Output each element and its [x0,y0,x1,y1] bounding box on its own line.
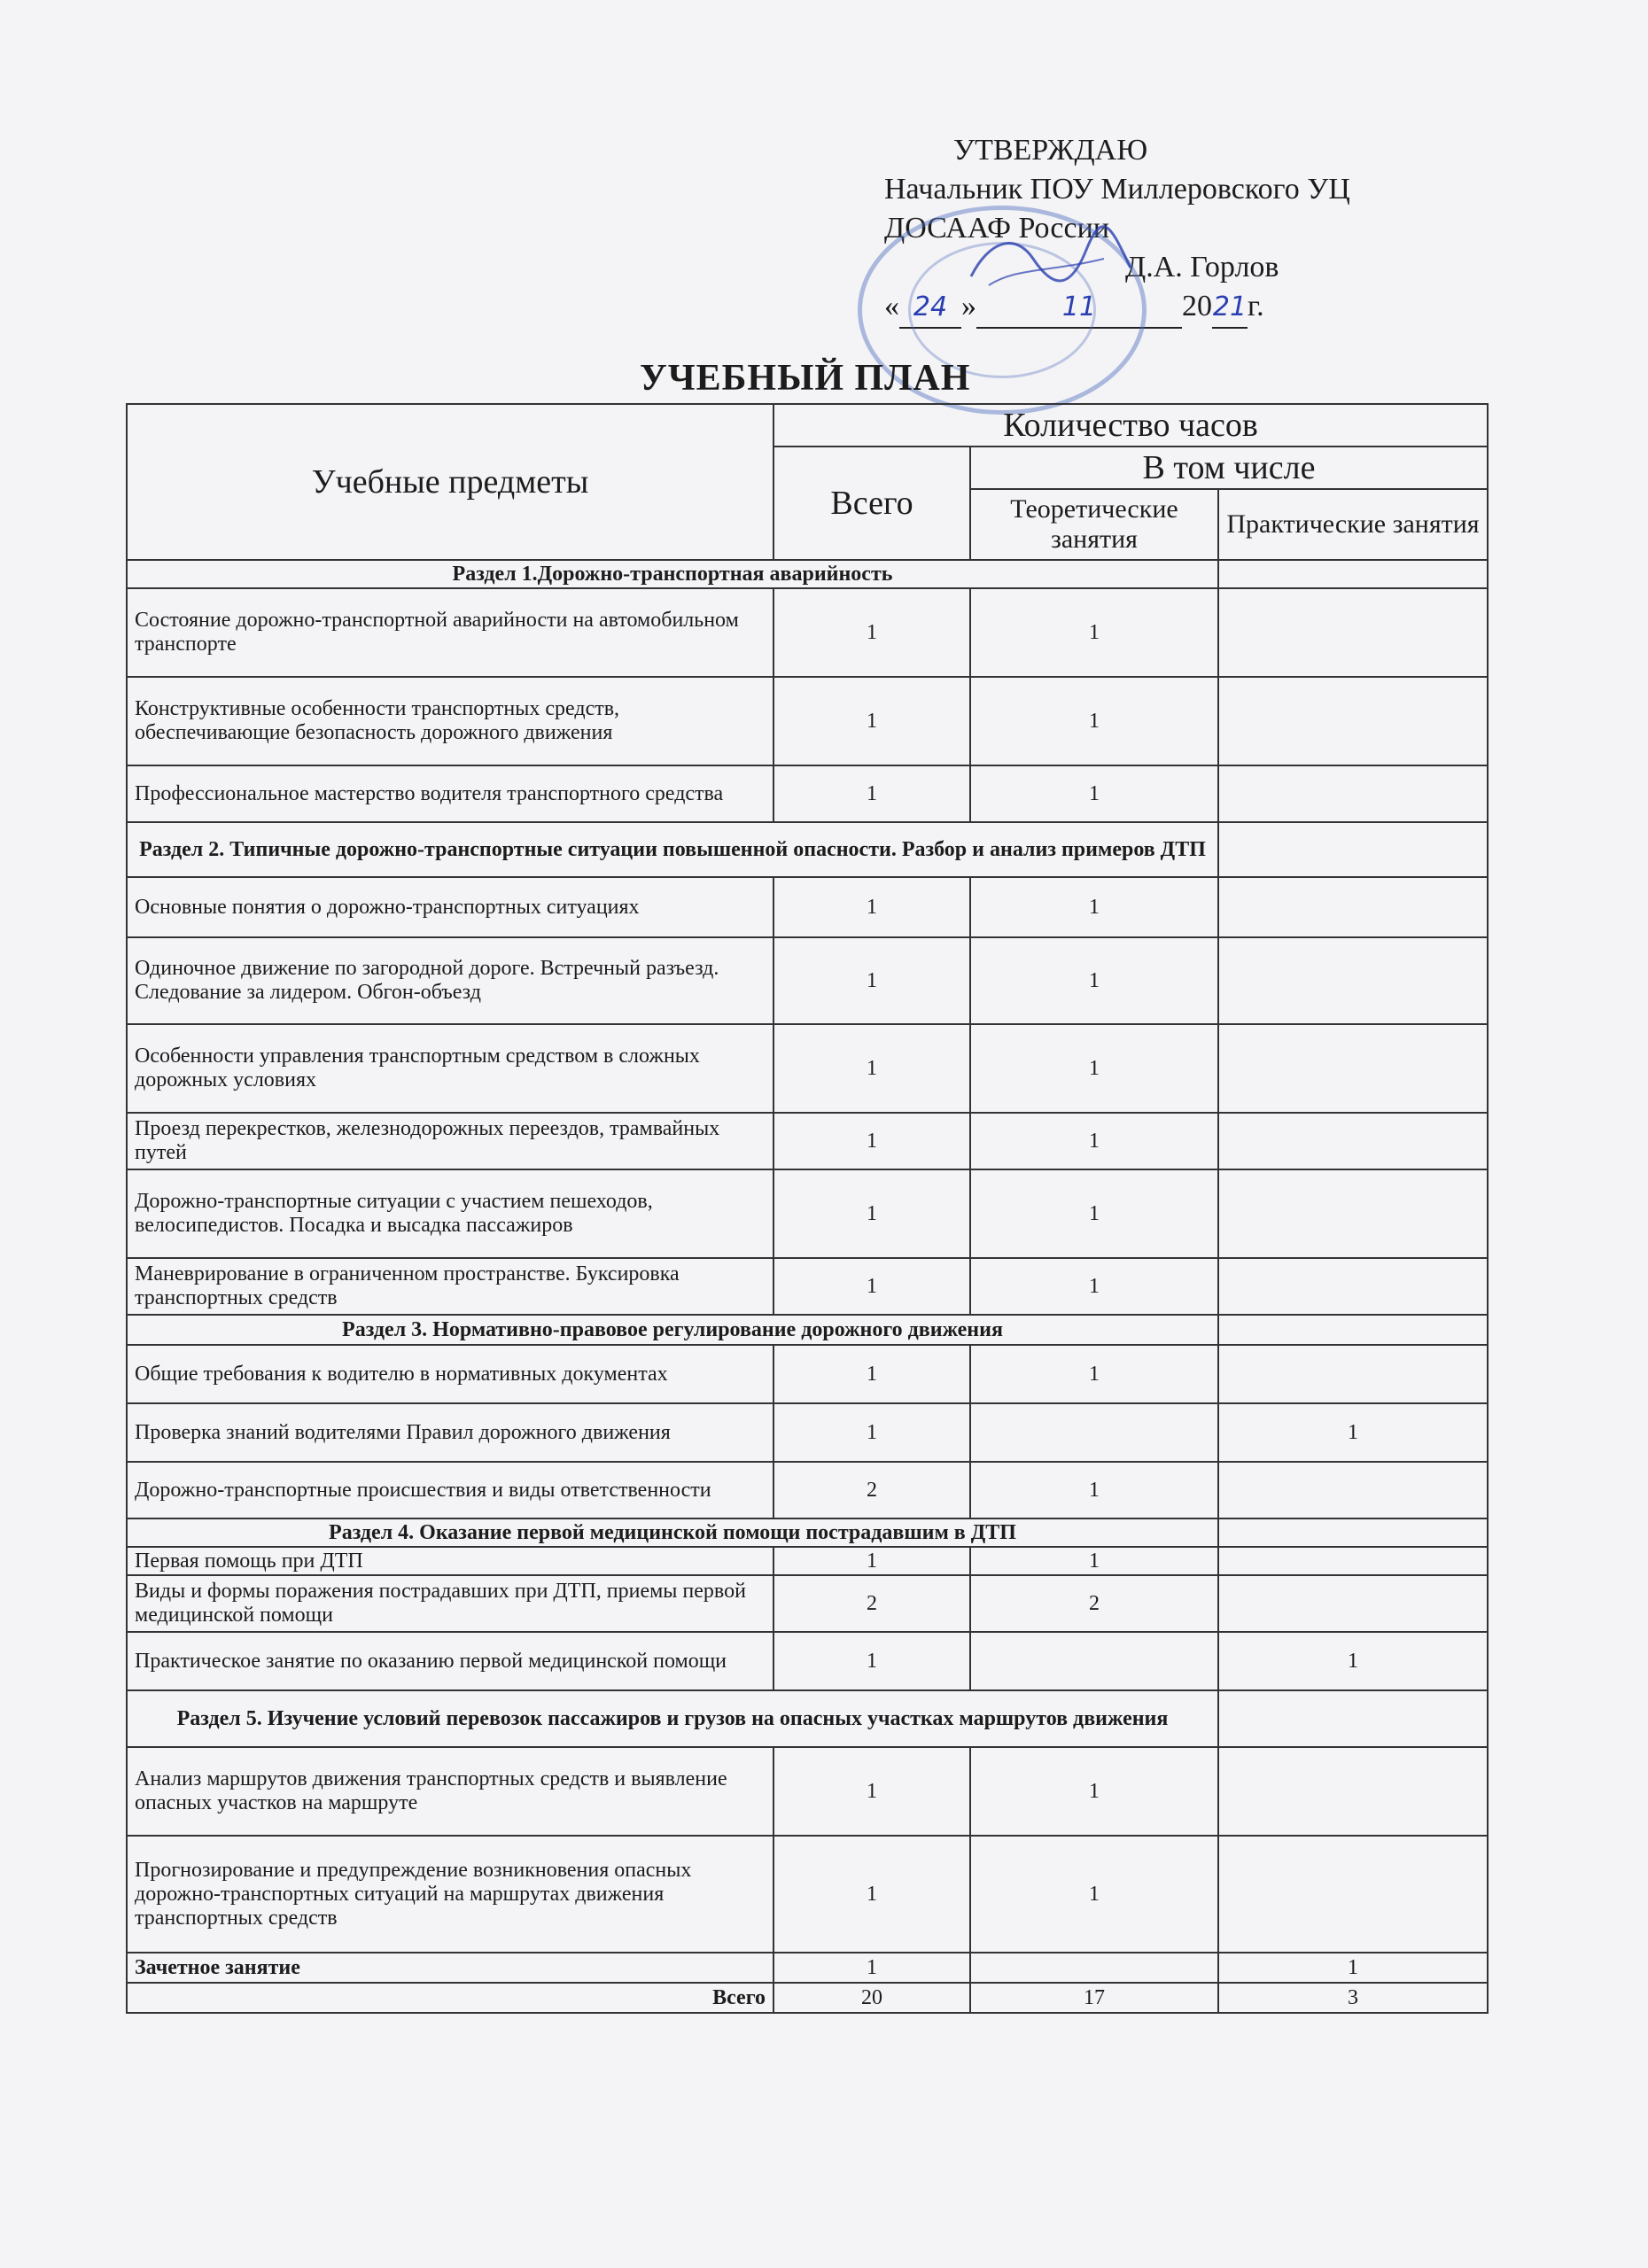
subject-name: Особенности управления транспортным средством в сложных дорожных условиях [127,1024,773,1113]
subject-name: Маневрирование в ограниченном пространстве. Буксировка транспортных средств [127,1258,773,1315]
hours-practice [1218,1258,1488,1315]
subject-name: Анализ маршрутов движения транспортных средств и выявление опасных участков на маршруте [127,1747,773,1836]
table-row [127,1575,1488,1632]
hours-total: 1 [773,765,970,822]
hours-practice [1218,877,1488,937]
hours-theory: 1 [970,677,1218,765]
grand-total-row [127,1983,1488,2013]
section-row [127,1518,1488,1547]
date-quote-close: » [961,290,976,322]
section-empty-cell [1218,822,1488,877]
hours-theory: 2 [970,1575,1218,1632]
table-row [127,1345,1488,1403]
hours-total: 1 [773,1258,970,1315]
subject-name: Основные понятия о дорожно-транспортных ситуациях [127,877,773,937]
hours-practice [1218,937,1488,1024]
hours-total: 1 [773,1345,970,1403]
table-row [127,1169,1488,1258]
hours-practice [1218,1575,1488,1632]
section-title: Раздел 1.Дорожно-транспортная аварийность [127,560,1218,588]
approval-organization: ДОСААФ России [884,212,1109,245]
hours-theory: 1 [970,877,1218,937]
section-row [127,822,1488,877]
grand-total-hours: 20 [773,1983,970,2013]
header-subjects: Учебные предметы [127,404,773,560]
hours-total: 1 [773,1632,970,1690]
subject-name: Состояние дорожно-транспортной аварийности на автомобильном транспорте [127,588,773,677]
approval-position: Начальник ПОУ Миллеровского УЦ [884,173,1350,206]
section-title: Раздел 5. Изучение условий перевозок пассажиров и грузов на опасных участках маршрутов движения [127,1690,1218,1747]
hours-theory [970,1403,1218,1462]
table-row [127,1462,1488,1518]
approval-signatory: Д.А. Горлов [1125,251,1279,284]
date-suffix: г. [1248,290,1264,322]
table-row [127,1258,1488,1315]
credit-name: Зачетное занятие [127,1953,773,1983]
section-empty-cell [1218,1315,1488,1345]
hours-total: 1 [773,1747,970,1836]
credit-row [127,1953,1488,1983]
date-year-prefix: 20 [1182,290,1212,322]
hours-theory: 1 [970,1024,1218,1113]
table-row [127,1403,1488,1462]
subject-name: Проверка знаний водителями Правил дорожного движения [127,1403,773,1462]
approval-heading: УТВЕРЖДАЮ [953,134,1148,167]
hours-total: 1 [773,877,970,937]
hours-theory: 1 [970,588,1218,677]
hours-theory: 1 [970,1547,1218,1575]
header-including: В том числе [970,447,1488,489]
section-empty-cell [1218,1690,1488,1747]
subject-name: Конструктивные особенности транспортных средств, обеспечивающие безопасность дорожного движения [127,677,773,765]
hours-theory [970,1632,1218,1690]
hours-practice [1218,1113,1488,1169]
table-row [127,588,1488,677]
hours-total: 1 [773,937,970,1024]
hours-practice [1218,588,1488,677]
grand-total-theory: 17 [970,1983,1218,2013]
table-row [127,937,1488,1024]
hours-theory: 1 [970,1747,1218,1836]
header-theory: Теоретические занятия [970,489,1218,560]
subject-name: Общие требования к водителю в нормативных документах [127,1345,773,1403]
date-year-digit: 21 [1212,291,1248,322]
hours-theory: 1 [970,1258,1218,1315]
header-total: Всего [773,447,970,560]
subject-name: Одиночное движение по загородной дороге. Встречный разъезд. Следование за лидером. Обгон-объезд [127,937,773,1024]
hours-total: 1 [773,1113,970,1169]
date-quote: « [884,290,899,322]
subject-name: Первая помощь при ДТП [127,1547,773,1575]
header-practice: Практические занятия [1218,489,1488,560]
signature-mark [962,223,1139,303]
table-row [127,1632,1488,1690]
subject-name: Практическое занятие по оказанию первой медицинской помощи [127,1632,773,1690]
date-month: 11 [1061,291,1097,322]
hours-practice [1218,1462,1488,1518]
document-title: УЧЕБНЫЙ ПЛАН [640,358,971,399]
hours-total: 1 [773,588,970,677]
section-empty-cell [1218,560,1488,588]
hours-total: 1 [773,677,970,765]
credit-total: 1 [773,1953,970,1983]
table-row [127,677,1488,765]
header-row-1 [127,404,1488,447]
table-row [127,1747,1488,1836]
subject-name: Дорожно-транспортные происшествия и виды ответственности [127,1462,773,1518]
hours-total: 1 [773,1169,970,1258]
hours-practice: 1 [1218,1632,1488,1690]
hours-total: 1 [773,1024,970,1113]
subject-name: Виды и формы поражения пострадавших при ДТП, приемы первой медицинской помощи [127,1575,773,1632]
hours-theory: 1 [970,1836,1218,1953]
hours-practice [1218,1836,1488,1953]
hours-practice [1218,765,1488,822]
table-row [127,1547,1488,1575]
hours-practice [1218,1747,1488,1836]
hours-practice: 1 [1218,1403,1488,1462]
subject-name: Проезд перекрестков, железнодорожных переездов, трамвайных путей [127,1113,773,1169]
table-row [127,877,1488,937]
hours-theory: 1 [970,1113,1218,1169]
table-row [127,1836,1488,1953]
hours-theory: 1 [970,1462,1218,1518]
hours-theory: 1 [970,1345,1218,1403]
section-row [127,560,1488,588]
hours-theory: 1 [970,765,1218,822]
hours-theory: 1 [970,937,1218,1024]
curriculum-table [126,403,1489,2014]
section-row [127,1690,1488,1747]
table-row [127,1113,1488,1169]
hours-practice [1218,1169,1488,1258]
hours-total: 1 [773,1836,970,1953]
hours-total: 2 [773,1462,970,1518]
grand-total-label: Всего [127,1983,773,2013]
table-row [127,765,1488,822]
hours-practice [1218,1547,1488,1575]
subject-name: Профессиональное мастерство водителя транспортного средства [127,765,773,822]
section-title: Раздел 4. Оказание первой медицинской помощи пострадавшим в ДТП [127,1518,1218,1547]
hours-practice [1218,677,1488,765]
section-title: Раздел 2. Типичные дорожно-транспортные ситуации повышенной опасности. Разбор и анализ примеров ДТП [127,822,1218,877]
hours-total: 2 [773,1575,970,1632]
credit-practice: 1 [1218,1953,1488,1983]
section-row [127,1315,1488,1345]
subject-name: Прогнозирование и предупреждение возникновения опасных дорожно-транспортных ситуаций на маршрутах движения транспортных средств [127,1836,773,1953]
credit-theory [970,1953,1218,1983]
hours-total: 1 [773,1403,970,1462]
hours-theory: 1 [970,1169,1218,1258]
subject-name: Дорожно-транспортные ситуации с участием пешеходов, велосипедистов. Посадка и высадка пассажиров [127,1169,773,1258]
header-hours: Количество часов [773,404,1488,447]
section-empty-cell [1218,1518,1488,1547]
date-year-field [1212,287,1248,329]
table-row [127,1024,1488,1113]
hours-practice [1218,1345,1488,1403]
hours-total: 1 [773,1547,970,1575]
section-title: Раздел 3. Нормативно-правовое регулирование дорожного движения [127,1315,1218,1345]
date-day: 24 [913,291,948,322]
hours-practice [1218,1024,1488,1113]
grand-total-practice: 3 [1218,1983,1488,2013]
